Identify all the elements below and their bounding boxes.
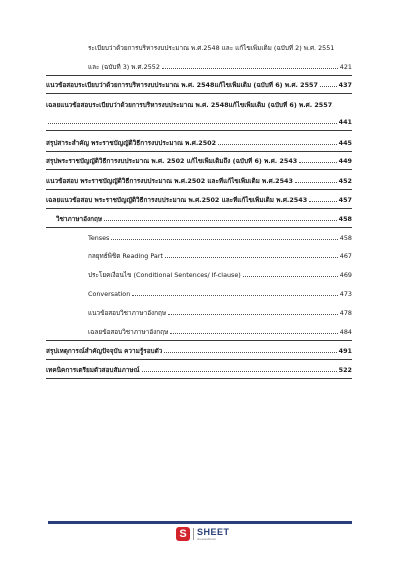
toc-entry-text: ประโยคเงื่อนไข (Conditional Sentences/ If-clause): [88, 271, 241, 279]
toc-entry: [88, 309, 352, 318]
toc-entry-text: Tenses: [88, 234, 110, 242]
separator: [46, 378, 352, 379]
separator: [46, 208, 352, 209]
leader-dots: [170, 333, 338, 334]
toc-entry-page: 458: [339, 234, 352, 242]
toc-entry: [88, 44, 352, 53]
toc-entry-page: 421: [339, 63, 352, 71]
toc-entry-text: แนวข้อสอบระเบียบว่าด้วยการบริหารงบประมาณ พ.ศ. 2548แก้ไขเพิ่มเติม (ฉบับที่ 6) พ.ศ. 2557: [46, 81, 318, 89]
toc-entry-page: 452: [338, 177, 352, 185]
toc-entry-text: เฉลยแนวข้อสอบระเบียบว่าด้วยการบริหารงบประมาณ พ.ศ. 2548แก้ไขเพิ่มเติม (ฉบับที่ 6) พ.ศ. 2557: [46, 101, 333, 109]
separator: [46, 227, 352, 228]
toc-entry: [88, 234, 352, 243]
toc-entry: [46, 139, 352, 148]
toc-entry: [88, 328, 352, 337]
leader-dots: [164, 352, 336, 353]
toc-entry-page: 473: [339, 290, 352, 298]
footer-rule: [48, 521, 352, 524]
logo-divider: [193, 528, 194, 540]
leader-dots: [111, 239, 337, 240]
separator: [46, 151, 352, 152]
toc-entry-text: สรุปสาระสำคัญ พระราชบัญญัติวิธีการงบประมาณ พ.ศ.2502: [46, 139, 217, 147]
toc-entry-text: วิชาภาษาอังกฤษ: [56, 215, 103, 223]
separator: [46, 359, 352, 360]
leader-dots: [218, 144, 337, 145]
toc-entry-text: เฉลยข้อสอบวิชาภาษาอังกฤษ: [88, 328, 169, 336]
leader-dots: [132, 295, 338, 296]
leader-dots: [320, 86, 337, 87]
toc-entry: [46, 347, 352, 356]
brand-logo: [176, 527, 230, 541]
separator: [46, 93, 352, 94]
toc-entry-text: แนวข้อสอบ พระราชบัญญัติวิธีการงบประมาณ พ.ศ.2502 และที่แก้ไขเพิ่มเติม พ.ศ.2543: [46, 177, 293, 185]
toc-entry-page: 441: [338, 118, 352, 126]
leader-dots: [48, 123, 337, 124]
toc-entry-page: 458: [338, 215, 352, 223]
toc-entry: [46, 177, 352, 186]
toc-entry-text: สรุปเหตุการณ์สำคัญปัจจุบัน ความรู้รอบตัว: [46, 347, 163, 355]
toc-entry-text: แนวข้อสอบวิชาภาษาอังกฤษ: [88, 309, 167, 317]
toc-entry: [46, 157, 352, 166]
leader-dots: [295, 182, 337, 183]
separator: [46, 189, 352, 190]
leader-dots: [168, 314, 338, 315]
leader-dots: [165, 257, 338, 258]
toc-entry-page: 457: [338, 196, 352, 204]
separator: [46, 340, 352, 341]
leader-dots: [142, 371, 337, 372]
toc-entry-text: สรุปพระราชบัญญัติวิธีการงบประมาณ พ.ศ. 2502 แก้ไขเพิ่มเติมถึง (ฉบับที่ 6) พ.ศ. 2543: [46, 157, 298, 165]
toc-entry-text: ระเบียบว่าด้วยการบริหารงบประมาณ พ.ศ.2548 และ แก้ไขเพิ่มเติม (ฉบับที่ 2) พ.ศ. 2551: [88, 44, 335, 52]
toc-entry: [88, 252, 352, 261]
toc-entry: [56, 215, 352, 224]
brand-subtitle: sheetandbook: [197, 537, 216, 541]
leader-dots: [299, 162, 336, 163]
separator: [46, 75, 352, 76]
sheet-logo-icon: [176, 527, 190, 541]
toc-entry-text: เฉลยแนวข้อสอบ พระราชบัญญัติวิธีการงบประมาณ พ.ศ.2502 และที่แก้ไขเพิ่มเติม พ.ศ.2543: [46, 196, 308, 204]
toc-entry: [88, 63, 352, 72]
leader-dots: [104, 220, 337, 221]
toc-entry-page: 445: [338, 139, 352, 147]
separator: [46, 169, 352, 170]
toc-entry-page: 522: [338, 366, 352, 374]
toc-entry: [88, 290, 352, 299]
toc-entry: [46, 118, 352, 127]
toc-entry: [46, 101, 352, 110]
brand-name: SHEET: [197, 527, 230, 537]
brand-wordmark: [197, 527, 230, 541]
separator: [46, 130, 352, 131]
toc-entry: [46, 366, 352, 375]
toc-entry-text: และ (ฉบับที่ 3) พ.ศ.2552: [88, 63, 160, 71]
toc-entry-page: 437: [338, 81, 352, 89]
toc-entry-text: Conversation: [88, 290, 131, 298]
leader-dots: [243, 276, 338, 277]
toc-entry-page: 469: [339, 271, 352, 279]
toc-entry-text: เทคนิคการเตรียมตัวสอบสัมภาษณ์: [46, 366, 140, 374]
toc-entry-page: 478: [339, 309, 352, 317]
toc-entry-page: 467: [339, 252, 352, 260]
leader-dots: [162, 68, 338, 69]
toc-entry: [88, 271, 352, 280]
toc-entry-page: 484: [339, 328, 352, 336]
leader-dots: [309, 201, 337, 202]
toc-entry-page: 449: [338, 157, 352, 165]
toc-entry: [46, 81, 352, 90]
toc-entry: [46, 196, 352, 205]
toc-entry-page: 491: [338, 347, 352, 355]
toc-entry-text: กลยุทธ์พิชิต Reading Part: [88, 252, 163, 260]
